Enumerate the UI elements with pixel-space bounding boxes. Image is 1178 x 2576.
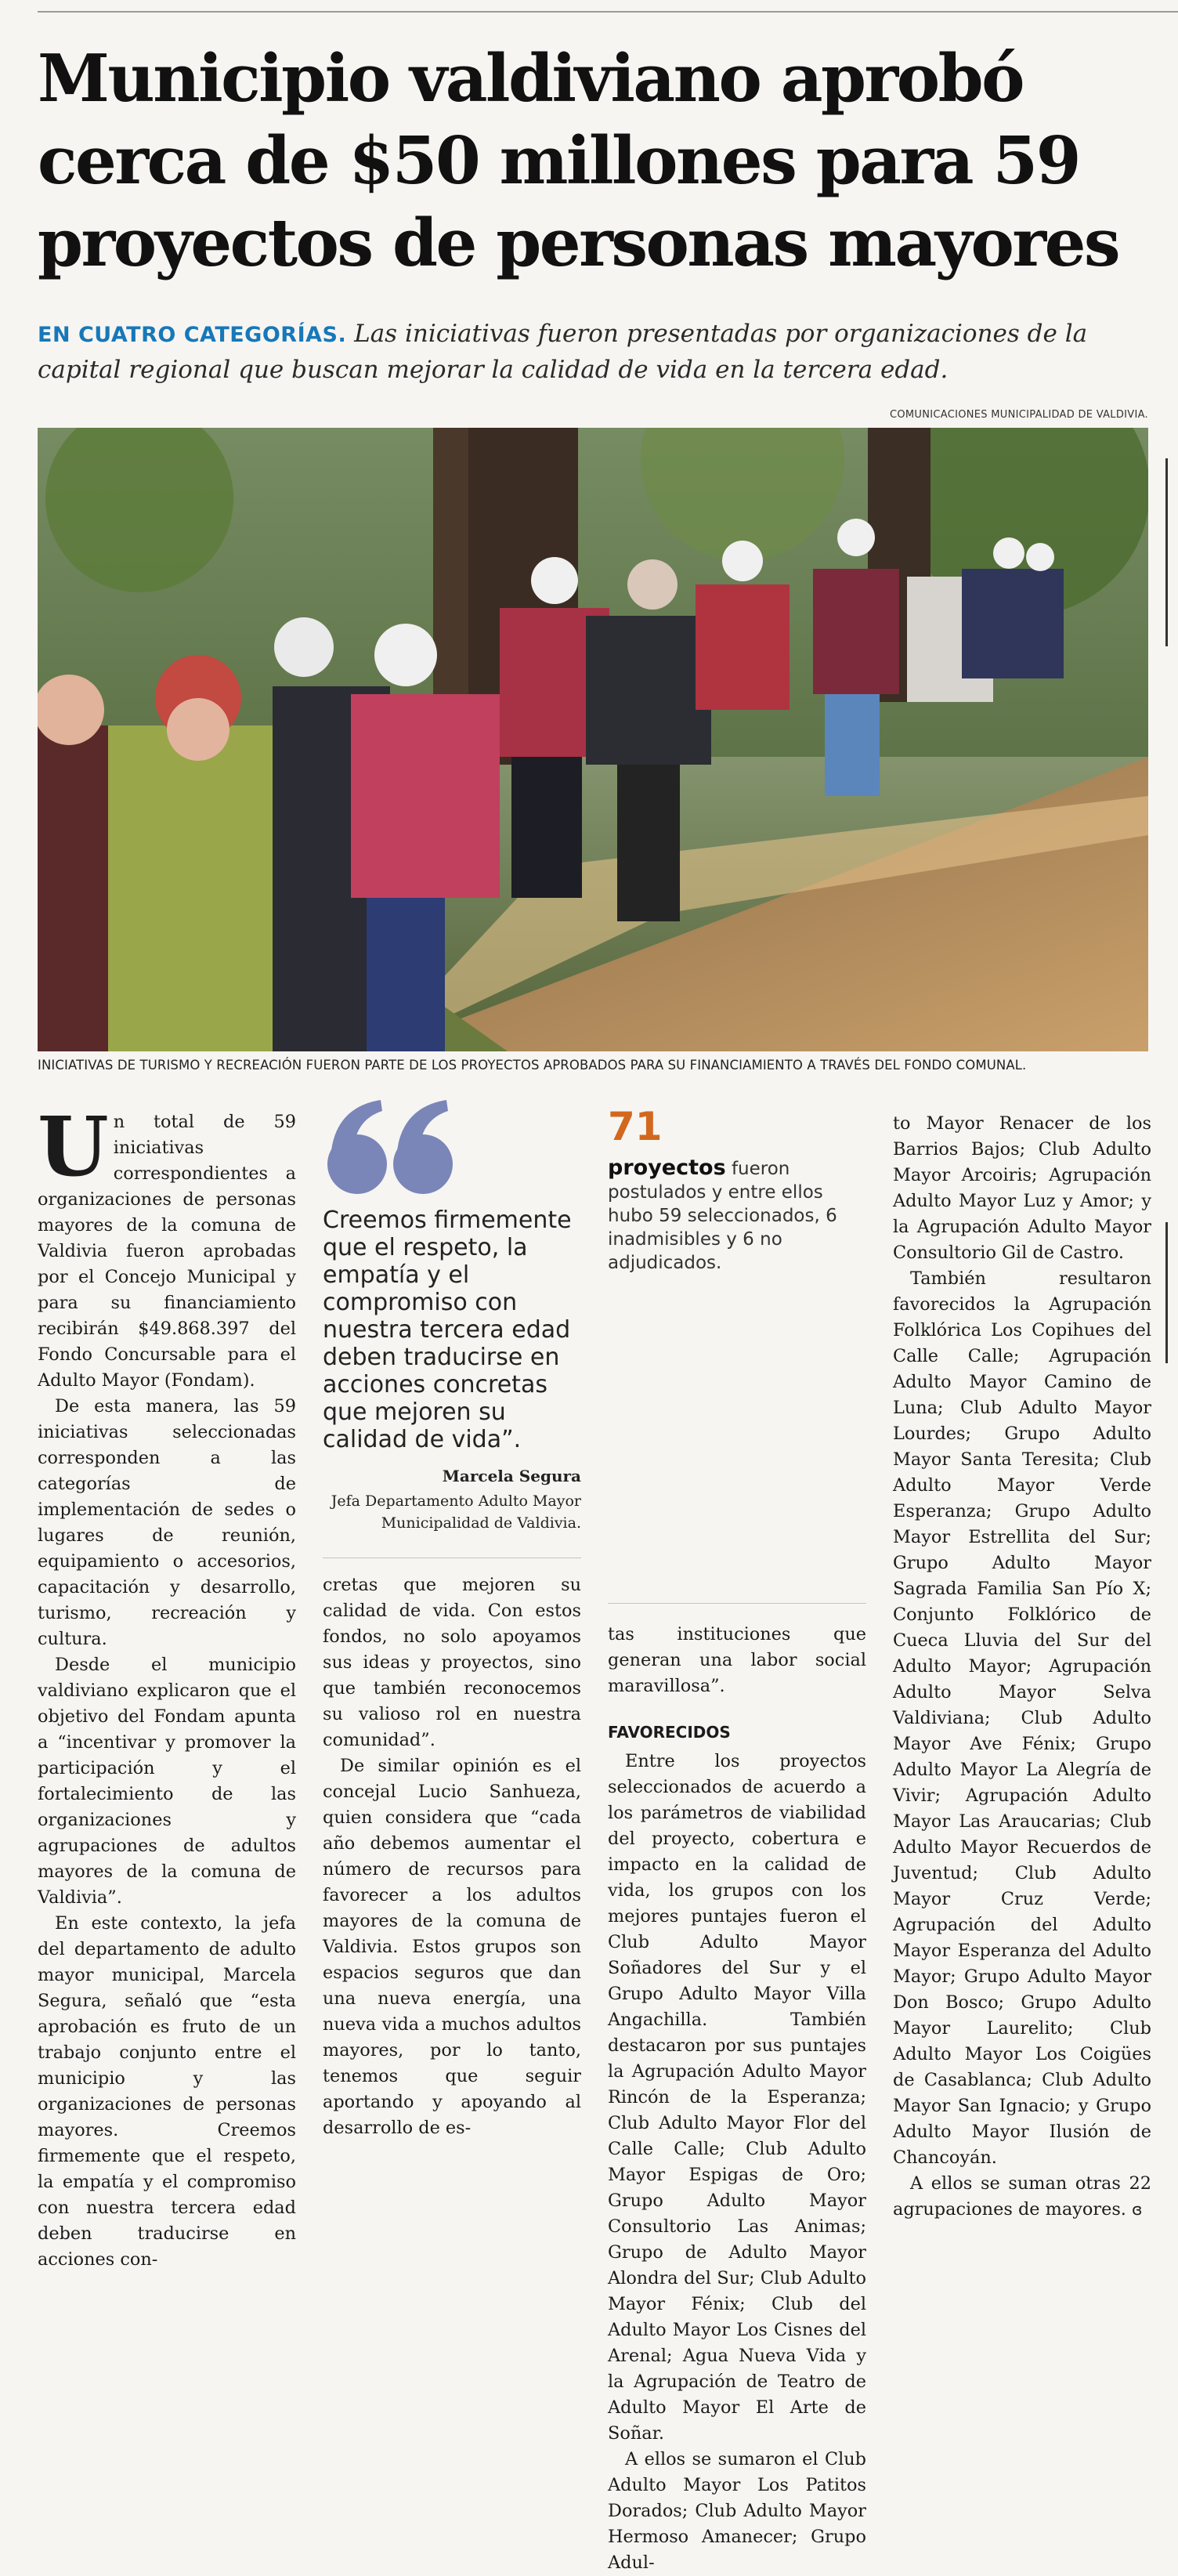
headline-line-3: proyectos de personas mayores: [38, 204, 1119, 281]
headline-line-2: cerca de $50 millones para 59: [38, 122, 1079, 199]
fact-box: [608, 1156, 870, 1275]
deck-kicker: EN CUATRO CATEGORÍAS.: [38, 323, 347, 347]
article-column-3: [608, 1622, 866, 2576]
paragraph: De esta manera, las 59 iniciativas seleccionadas corresponden a las categorías de implementación de sedes o lugares de reunión, equipamiento o accesorios, capacitación y desarrollo, turismo, recreación y cultura.: [38, 1396, 296, 1649]
article-column-4: [893, 1111, 1151, 2223]
deck: [38, 317, 1150, 388]
paragraph: En este contexto, la jefa del departamento de adulto mayor municipal, Marcela Segura, señaló que “esta aprobación es fruto de un trabajo conjunto entre el municipio y las organizaciones de personas mayores. Creemos firmemente que el respeto, la empatía y el compromiso con nuestra tercera edad deben traducirse en acciones con-: [38, 1913, 296, 2270]
photo-illustration: [38, 428, 1148, 1051]
subhead: FAVORECIDOS: [608, 1723, 731, 1742]
paragraph-text: A ellos se suman otras 22 agrupaciones de mayores.: [893, 2173, 1151, 2220]
drop-cap: U: [38, 1098, 109, 1195]
paragraph: n total de 59 iniciativas correspondientes a organizaciones de personas mayores de la comuna de Valdivia fueron aprobadas por el Concejo Municipal y para su financiamiento recibirán $49.868.397 del Fondo Concursable para el Adulto Mayor (Fondam).: [38, 1112, 296, 1391]
paragraph: Desde el municipio valdiviano explicaron que el objetivo del Fondam apunta a “incentivar y promover la participación y el fortalecimiento de las organizaciones y agrupaciones de adultos mayores de la comuna de Valdivia”.: [38, 1655, 296, 1908]
paragraph: tas instituciones que generan una labor social maravillosa”.: [608, 1624, 866, 1696]
end-mark-icon: ɞ: [1132, 2200, 1143, 2219]
fact-label: proyectos: [608, 1156, 726, 1180]
fact-number: 71: [608, 1104, 663, 1149]
article-photo: [38, 428, 1148, 1051]
paragraph: [893, 2171, 1151, 2223]
photo-credit: COMUNICACIONES MUNICIPALIDAD DE VALDIVIA.: [889, 409, 1148, 421]
paragraph: Entre los proyectos seleccionados de acuerdo a los parámetros de viabilidad del proyecto, cobertura e impacto en la calidad de vida, los grupos con los mejores puntajes fueron el Club Adulto Mayor Soñadores del Sur y el Grupo Adulto Mayor Villa Angachilla. También destacaron por sus puntajes la Agrupación Adulto Mayor Rincón de la Esperanza; Club Adulto Mayor Flor del Calle Calle; Club Adulto Mayor Espigas de Oro; Grupo Adulto Mayor Consultorio Las Animas; Grupo de Adulto Mayor Alondra del Sur; Club Adulto Mayor Fénix; Club del Adulto Mayor Los Cisnes del Arenal; Agua Nueva Vida y la Agrupación de Teatro de Adulto Mayor El Arte de Soñar.: [608, 1751, 866, 2444]
article-column-1: [38, 1098, 296, 2273]
pull-quote: Creemos firmemente que el respeto, la empatía y el compromiso con nuestra tercera edad deben traducirse en acciones concretas que mejoren su calidad de vida”.: [323, 1207, 572, 1453]
paragraph: De similar opinión es el concejal Lucio Sanhueza, quien considera que “cada año debemos aumentar el número de recursos para favorecer a los adultos mayores de la comuna de Valdivia. Estos grupos son espacios seguros que dan una nueva energía, una nueva vida a muchos adultos mayores, por lo tanto, tenemos que seguir aportando y apoyando al desarrollo de es-: [323, 1756, 581, 2138]
divider: [608, 1603, 866, 1604]
headline: [38, 38, 1150, 284]
edge-mark: [1165, 1222, 1168, 1363]
pull-quote-author: Marcela Segura: [442, 1467, 581, 1485]
deck-text: Las iniciativas fueron presentadas por organizaciones de la capital regional que buscan mejorar la calidad de vida en la tercera edad.: [38, 320, 1088, 384]
quote-mark-icon: [320, 1092, 461, 1210]
pull-quote-role: Jefa Departamento Adulto Mayor Municipalidad de Valdivia.: [331, 1492, 581, 1532]
article-column-2: [323, 1572, 581, 2141]
fact-text: fueron postulados y entre ellos hubo 59 seleccionados, 6 inadmisibles y 6 no adjudicados.: [608, 1159, 837, 1273]
top-rule: [38, 11, 1178, 13]
edge-mark: [1165, 458, 1168, 646]
paragraph: También resultaron favorecidos la Agrupación Folklórica Los Copihues del Calle Calle; Agrupación Adulto Mayor Camino de Luna; Club Adulto Mayor Lourdes; Grupo Adulto Mayor Santa Teresita; Club Adulto Mayor Verde Esperanza; Grupo Adulto Mayor Estrellita del Sur; Grupo Adulto Mayor Sagrada Familia San Pío X; Conjunto Folklórico de Cueca Lluvia del Sur del Adulto Mayor; Agrupación Adulto Mayor Selva Valdiviana; Club Adulto Mayor Ave Fénix; Grupo Adulto Mayor La Alegría de Vivir; Agrupación Adulto Mayor Las Araucarias; Club Adulto Mayor Recuerdos de Juventud; Club Adulto Mayor Cruz Verde; Agrupación del Adulto Mayor Esperanza del Adulto Mayor; Grupo Adulto Mayor Don Bosco; Grupo Adulto Mayor Laurelito; Club Adulto Mayor Los Coigües de Casablanca; Club Adulto Mayor San Ignacio; y Grupo Adulto Mayor Ilusión de Chancoyán.: [893, 1268, 1151, 2168]
photo-caption: INICIATIVAS DE TURISMO Y RECREACIÓN FUERON PARTE DE LOS PROYECTOS APROBADOS PARA SU FINANCIAMIENTO A TRAVÉS DEL FONDO COMUNAL.: [38, 1058, 1027, 1073]
paragraph: to Mayor Renacer de los Barrios Bajos; Club Adulto Mayor Arcoiris; Agrupación Adulto Mayor Luz y Amor; y la Agrupación Adulto Mayor Consultorio Gil de Castro.: [893, 1113, 1151, 1263]
headline-line-1: Municipio valdiviano aprobó: [38, 40, 1024, 117]
paragraph: A ellos se sumaron el Club Adulto Mayor Los Patitos Dorados; Club Adulto Mayor Hermoso Amanecer; Grupo Adul-: [608, 2449, 866, 2573]
paragraph: cretas que mejoren su calidad de vida. Con estos fondos, no solo apoyamos sus ideas y proyectos, sino que también reconocemos su valioso rol en nuestra comunidad”.: [323, 1575, 581, 1750]
